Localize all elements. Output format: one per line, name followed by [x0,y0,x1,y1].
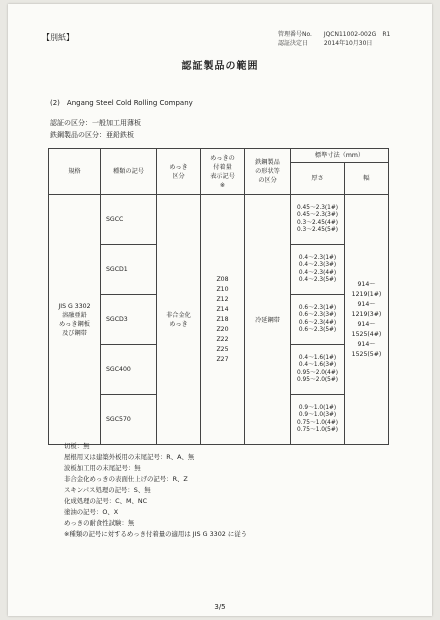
thickness-value: 0.9～1.0(1#) [298,404,337,411]
thickness-cell [291,295,345,345]
thickness-value: 0.4～2.3(1#) [298,254,337,261]
header-shape-line: の形状等 [255,168,280,175]
header-meta [278,30,390,48]
thickness-value: 0.6～2.3(1#) [298,304,337,311]
note-line: 屋根用又は建築外板用の末尾記号：R、A、無 [64,453,195,461]
plating-line: めっき [169,320,188,328]
width-value: 914～1525(5#) [351,340,382,358]
mgmt-number-label: 管理番号No. [278,31,312,38]
spec-line: 及び鋼帯 [62,329,87,337]
thickness-cell [291,345,345,395]
note-line: ※種類の記号に対するめっき付着量の適用は JIS G 3302 に従う [64,530,248,538]
page-number: 3/5 [214,603,226,611]
note-line: スキンパス処理の記号：S、無 [64,486,151,494]
note-line: 波板加工用の末尾記号：無 [64,464,141,472]
thickness-value: 0.6～2.3(5#) [298,327,337,333]
header-shape [245,149,291,195]
thickness-value: 0.4～2.3(3#) [298,262,337,268]
note-line: 非合金化めっきの表面仕上げの記号：R、Z [64,475,188,483]
product-category: 鉄鋼製品の区分：亜鉛鉄板 [50,131,134,139]
note-line: 切板：無 [64,442,90,450]
kind-cell: SGCD1 [101,245,157,295]
header-coating-line: ※ [219,181,226,189]
thickness-value: 0.95～2.0(5#) [297,377,338,383]
coating-code: Z27 [216,355,229,363]
kind-cell: SGC570 [101,395,157,445]
note-line: 化成処理の記号：C、M、NC [64,497,148,505]
header-shape-line: 鉄鋼製品 [255,159,280,166]
header-coating [201,149,245,195]
thickness-value: 0.45～2.3(3#) [297,212,338,218]
coating-code: Z25 [216,345,229,353]
thickness-value: 0.4～2.3(4#) [298,269,337,276]
coating-code: Z14 [216,305,229,313]
note-line: めっきの耐食性試験：無 [64,519,135,527]
certification-category: 認証の区分：一般加工用薄板 [50,119,141,127]
kind-cell: SGCD3 [101,295,157,345]
header-plating [157,149,201,195]
document-page [8,4,432,616]
plating-cell [157,195,201,445]
header-coating-line: 表示記号 [210,172,235,180]
spec-line: 溶融亜鉛 [62,311,87,319]
coating-code: Z20 [216,325,229,333]
width-value: 914～1525(4#) [351,320,382,338]
company-name: (2) Angang Steel Cold Rolling Company [50,99,193,107]
page-title: 認証製品の範囲 [181,61,259,72]
category-block [50,117,141,141]
thickness-value: 0.3～2.45(4#) [297,219,338,226]
spec-line: JIS G 3302 [58,302,91,310]
decision-date-value: 2014年10月30日 [323,40,373,47]
kind-cell: SGCC [101,195,157,245]
coating-code: Z12 [216,295,229,303]
thickness-value: 0.9～1.0(3#) [298,412,337,418]
thickness-value: 0.75～1.0(5#) [297,427,338,433]
header-shape-line: の区分 [258,177,277,184]
header-spec: 規格 [49,149,101,195]
thickness-value: 0.6～2.3(3#) [298,312,337,318]
header-coating-line: 付着量 [213,163,232,171]
coating-code: Z22 [216,335,229,343]
mgmt-number-row [278,30,390,39]
attachment-tag: 【別紙】 [42,33,74,42]
mgmt-number-value: JQCN11002-002G R1 [323,31,391,38]
spec-cell [49,195,101,445]
header-plating-line: 区分 [172,172,185,180]
decision-date-label: 認証決定日 [278,40,309,47]
header-kind: 種類の記号 [101,149,157,195]
shape-cell: 冷延鋼帯 [245,195,291,445]
kind-cell: SGC400 [101,345,157,395]
plating-line: 非合金化 [166,311,191,319]
thickness-value: 0.4～2.3(5#) [298,277,337,283]
thickness-value: 0.4～1.6(1#) [298,354,337,361]
thickness-value: 0.75～1.0(4#) [297,419,338,426]
coating-code: Z10 [216,285,229,293]
thickness-value: 0.45～2.3(1#) [297,204,338,211]
width-value: 914～1219(1#) [351,280,382,298]
width-cell [345,195,389,445]
decision-date-row [278,39,390,48]
thickness-cell [291,245,345,295]
thickness-value: 0.3～2.45(5#) [297,227,338,233]
header-plating-line: めっき [169,163,188,171]
coating-code: Z18 [216,315,229,323]
notes-block [64,441,247,540]
thickness-value: 0.4～1.6(3#) [298,362,337,368]
thickness-cell [291,395,345,445]
header-dimensions: 標準寸法（mm） [291,149,389,163]
thickness-cell [291,195,345,245]
header-width: 幅 [345,163,389,195]
coating-codes-cell [201,195,245,445]
thickness-value: 0.6～2.3(4#) [298,319,337,326]
header-coating-line: めっきの [210,154,235,162]
note-line: 塗油の記号：O、X [64,508,119,516]
thickness-value: 0.95～2.0(4#) [297,369,338,376]
header-thickness: 厚さ [291,163,345,195]
width-value: 914～1219(3#) [351,300,382,318]
certified-products-table [48,148,389,445]
coating-code: Z08 [216,275,229,283]
spec-line: めっき鋼板 [59,320,90,328]
